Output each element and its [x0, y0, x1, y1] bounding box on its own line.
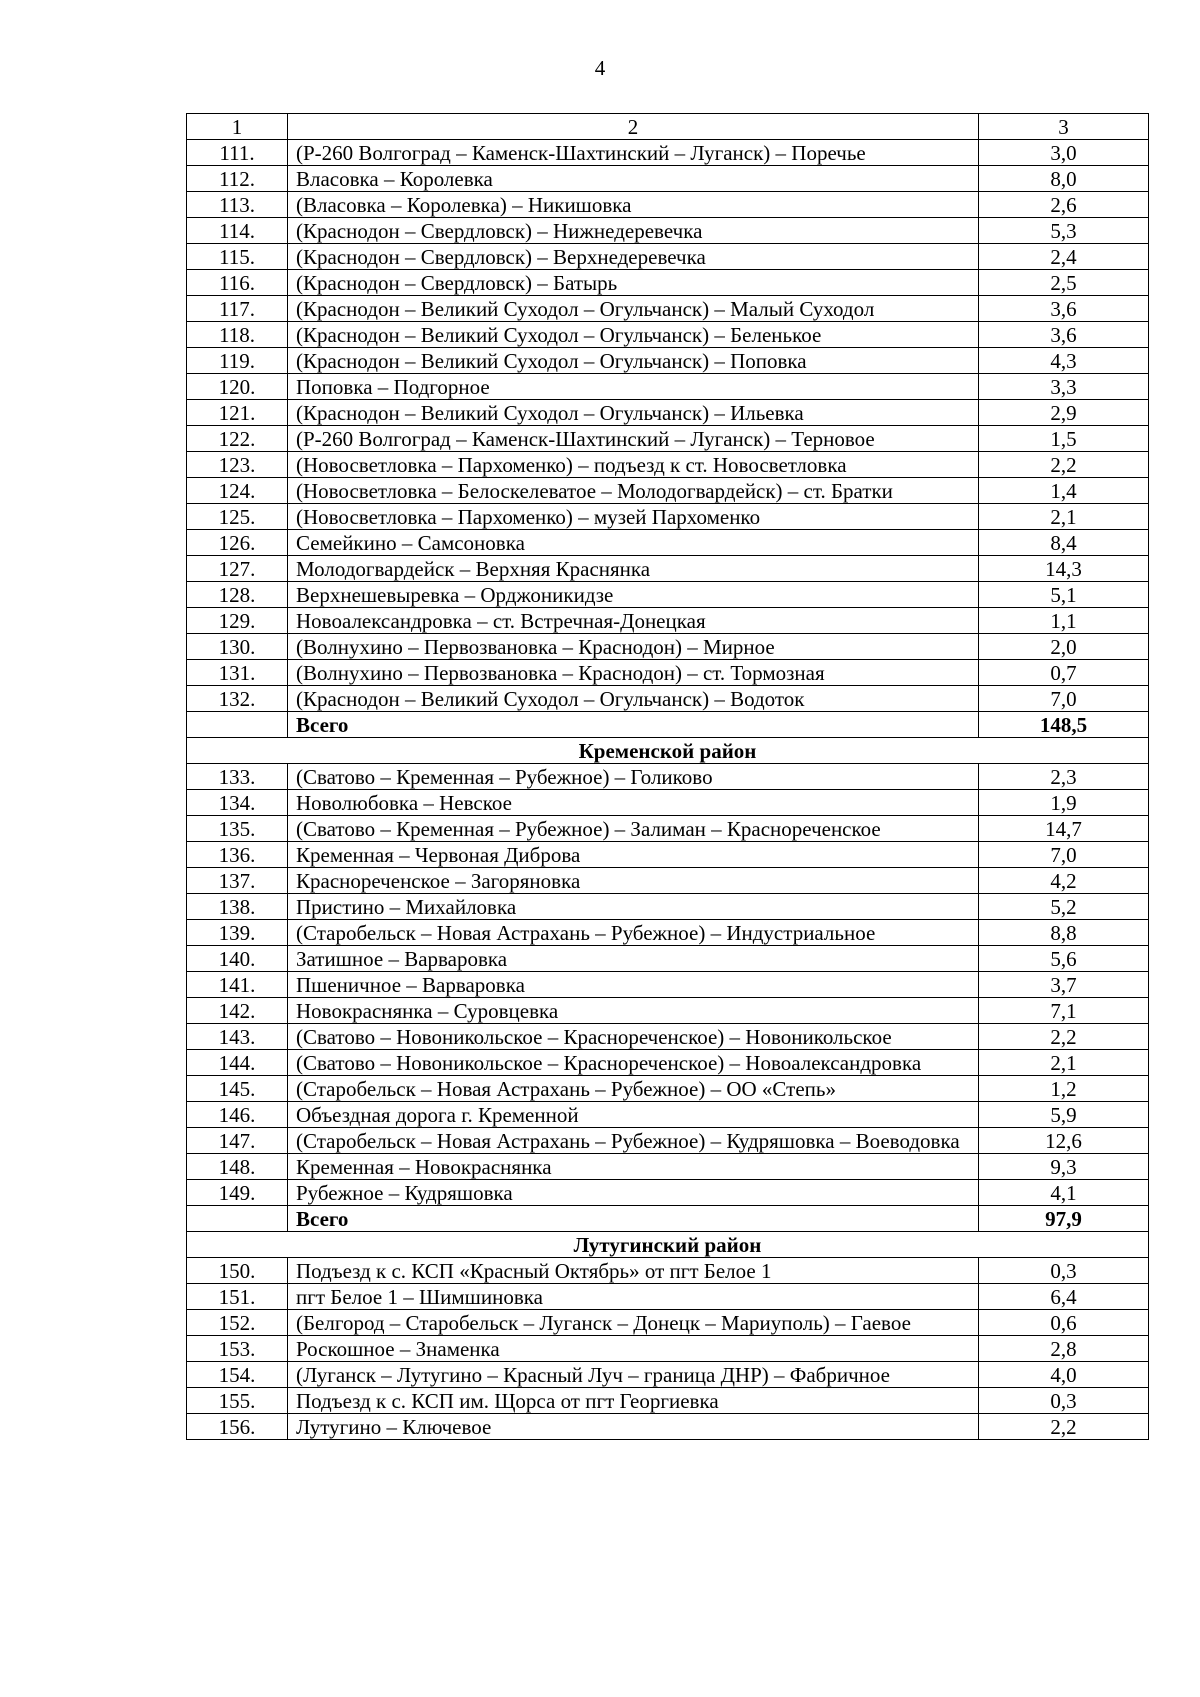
row-number: 117.: [187, 296, 288, 322]
table-row: [187, 1128, 1149, 1154]
road-name: Новокраснянка – Суровцевка: [288, 998, 979, 1024]
road-name: (Волнухино – Первозвановка – Краснодон) – Мирное: [288, 634, 979, 660]
road-name: (Сватово – Новоникольское – Краснореченское) – Новоалександровка: [288, 1050, 979, 1076]
road-length: 8,0: [979, 166, 1149, 192]
total-row: [187, 712, 1149, 738]
road-length: 3,3: [979, 374, 1149, 400]
road-name: (Р-260 Волгоград – Каменск-Шахтинский – Луганск) – Поречье: [288, 140, 979, 166]
road-length: 6,4: [979, 1284, 1149, 1310]
road-name: Кременная – Червоная Диброва: [288, 842, 979, 868]
road-length: 7,1: [979, 998, 1149, 1024]
row-number: 153.: [187, 1336, 288, 1362]
row-number: 149.: [187, 1180, 288, 1206]
table-row: [187, 140, 1149, 166]
table-row: [187, 244, 1149, 270]
road-length: 8,4: [979, 530, 1149, 556]
road-length: 8,8: [979, 920, 1149, 946]
table-row: [187, 1102, 1149, 1128]
road-name: (Новосветловка – Белоскелеватое – Молодогвардейск) – ст. Братки: [288, 478, 979, 504]
road-name: Рубежное – Кудряшовка: [288, 1180, 979, 1206]
table-row: [187, 998, 1149, 1024]
road-length: 5,6: [979, 946, 1149, 972]
row-number: 114.: [187, 218, 288, 244]
road-length: 2,9: [979, 400, 1149, 426]
road-name: (Краснодон – Свердловск) – Верхнедеревечка: [288, 244, 979, 270]
table-row: [187, 348, 1149, 374]
row-number: 145.: [187, 1076, 288, 1102]
row-number: 151.: [187, 1284, 288, 1310]
table-row: [187, 296, 1149, 322]
road-length: 1,1: [979, 608, 1149, 634]
roads-table: [186, 113, 1149, 1440]
road-name: (Краснодон – Великий Суходол – Огульчанск) – Ильевка: [288, 400, 979, 426]
table-row: [187, 608, 1149, 634]
row-number: 144.: [187, 1050, 288, 1076]
table-row: [187, 1154, 1149, 1180]
road-name: (Краснодон – Свердловск) – Батырь: [288, 270, 979, 296]
row-number: 140.: [187, 946, 288, 972]
road-length: 2,2: [979, 452, 1149, 478]
road-name: (Старобельск – Новая Астрахань – Рубежное) – Кудряшовка – Воеводовка: [288, 1128, 979, 1154]
column-header-number: 1: [187, 114, 288, 140]
road-name: Новоалександровка – ст. Встречная-Донецкая: [288, 608, 979, 634]
road-length: 5,3: [979, 218, 1149, 244]
road-name: Молодогвардейск – Верхняя Краснянка: [288, 556, 979, 582]
row-number: 137.: [187, 868, 288, 894]
road-length: 7,0: [979, 686, 1149, 712]
road-name: Семейкино – Самсоновка: [288, 530, 979, 556]
table-row: [187, 556, 1149, 582]
road-name: Кременная – Новокраснянка: [288, 1154, 979, 1180]
road-length: 1,2: [979, 1076, 1149, 1102]
road-name: (Сватово – Кременная – Рубежное) – Голиково: [288, 764, 979, 790]
page-number: 4: [594, 56, 606, 80]
row-number: 141.: [187, 972, 288, 998]
row-number: 148.: [187, 1154, 288, 1180]
total-value: 148,5: [979, 712, 1149, 738]
road-length: 4,0: [979, 1362, 1149, 1388]
table-row: [187, 1388, 1149, 1414]
row-number: 118.: [187, 322, 288, 348]
column-header-length: 3: [979, 114, 1149, 140]
road-length: 12,6: [979, 1128, 1149, 1154]
road-name: (Сватово – Новоникольское – Краснореченское) – Новоникольское: [288, 1024, 979, 1050]
table-row: [187, 1180, 1149, 1206]
district-section-row: [187, 738, 1149, 764]
road-name: (Волнухино – Первозвановка – Краснодон) – ст. Тормозная: [288, 660, 979, 686]
row-number: 122.: [187, 426, 288, 452]
table-row: [187, 1310, 1149, 1336]
row-number: 124.: [187, 478, 288, 504]
road-name: Объездная дорога г. Кременной: [288, 1102, 979, 1128]
table-row: [187, 1414, 1149, 1440]
total-label: Всего: [288, 712, 979, 738]
road-length: 4,2: [979, 868, 1149, 894]
table-row: [187, 270, 1149, 296]
row-number: 111.: [187, 140, 288, 166]
road-length: 1,5: [979, 426, 1149, 452]
road-name: Затишное – Варваровка: [288, 946, 979, 972]
row-number: 147.: [187, 1128, 288, 1154]
road-length: 5,9: [979, 1102, 1149, 1128]
row-number: 121.: [187, 400, 288, 426]
table-row: [187, 1362, 1149, 1388]
district-section-row: [187, 1232, 1149, 1258]
road-name: Подъезд к с. КСП «Красный Октябрь» от пгт Белое 1: [288, 1258, 979, 1284]
road-length: 0,7: [979, 660, 1149, 686]
road-length: 4,1: [979, 1180, 1149, 1206]
table-row: [187, 582, 1149, 608]
row-number: 131.: [187, 660, 288, 686]
road-name: (Старобельск – Новая Астрахань – Рубежное) – Индустриальное: [288, 920, 979, 946]
road-name: Власовка – Королевка: [288, 166, 979, 192]
road-name: (Краснодон – Великий Суходол – Огульчанск) – Малый Суходол: [288, 296, 979, 322]
road-name: (Старобельск – Новая Астрахань – Рубежное) – ОО «Степь»: [288, 1076, 979, 1102]
road-length: 2,1: [979, 1050, 1149, 1076]
row-number: 128.: [187, 582, 288, 608]
row-number: 138.: [187, 894, 288, 920]
column-header-road: 2: [288, 114, 979, 140]
total-label: Всего: [288, 1206, 979, 1232]
road-length: 14,3: [979, 556, 1149, 582]
table-row: [187, 166, 1149, 192]
table-row: [187, 920, 1149, 946]
row-number: 135.: [187, 816, 288, 842]
table-row: [187, 816, 1149, 842]
table-row: [187, 1076, 1149, 1102]
road-name: Новолюбовка – Невское: [288, 790, 979, 816]
road-name: пгт Белое 1 – Шимшиновка: [288, 1284, 979, 1310]
row-number: 116.: [187, 270, 288, 296]
road-length: 2,1: [979, 504, 1149, 530]
total-row: [187, 1206, 1149, 1232]
road-name: (Р-260 Волгоград – Каменск-Шахтинский – Луганск) – Терновое: [288, 426, 979, 452]
road-name: (Новосветловка – Пархоменко) – подъезд к ст. Новосветловка: [288, 452, 979, 478]
table-row: [187, 1024, 1149, 1050]
row-number: 127.: [187, 556, 288, 582]
table-row: [187, 686, 1149, 712]
table-row: [187, 400, 1149, 426]
table-row: [187, 192, 1149, 218]
table-row: [187, 530, 1149, 556]
row-number: 146.: [187, 1102, 288, 1128]
table-row: [187, 452, 1149, 478]
row-number: 120.: [187, 374, 288, 400]
road-name: (Белгород – Старобельск – Луганск – Донецк – Мариуполь) – Гаевое: [288, 1310, 979, 1336]
table-row: [187, 1284, 1149, 1310]
road-name: Пшеничное – Варваровка: [288, 972, 979, 998]
row-number: 150.: [187, 1258, 288, 1284]
road-name: (Краснодон – Великий Суходол – Огульчанск) – Беленькое: [288, 322, 979, 348]
table-row: [187, 374, 1149, 400]
road-name: (Власовка – Королевка) – Никишовка: [288, 192, 979, 218]
road-name: (Краснодон – Великий Суходол – Огульчанск) – Водоток: [288, 686, 979, 712]
road-length: 3,6: [979, 322, 1149, 348]
table-row: [187, 1258, 1149, 1284]
row-number: 139.: [187, 920, 288, 946]
row-number: 142.: [187, 998, 288, 1024]
road-length: 14,7: [979, 816, 1149, 842]
table-row: [187, 504, 1149, 530]
row-number: 132.: [187, 686, 288, 712]
table-row: [187, 426, 1149, 452]
road-length: 2,2: [979, 1414, 1149, 1440]
road-length: 2,5: [979, 270, 1149, 296]
road-length: 2,0: [979, 634, 1149, 660]
table-row: [187, 972, 1149, 998]
road-name: Роскошное – Знаменка: [288, 1336, 979, 1362]
road-length: 5,1: [979, 582, 1149, 608]
row-number: 143.: [187, 1024, 288, 1050]
road-name: (Новосветловка – Пархоменко) – музей Пархоменко: [288, 504, 979, 530]
road-length: 2,6: [979, 192, 1149, 218]
road-length: 2,8: [979, 1336, 1149, 1362]
road-length: 2,3: [979, 764, 1149, 790]
row-number: 154.: [187, 1362, 288, 1388]
row-number: 129.: [187, 608, 288, 634]
row-number: 134.: [187, 790, 288, 816]
table-row: [187, 946, 1149, 972]
road-length: 1,9: [979, 790, 1149, 816]
table-row: [187, 1050, 1149, 1076]
row-number: 156.: [187, 1414, 288, 1440]
table-row: [187, 790, 1149, 816]
table-row: [187, 868, 1149, 894]
row-number: 113.: [187, 192, 288, 218]
table-row: [187, 764, 1149, 790]
road-length: 1,4: [979, 478, 1149, 504]
road-length: 2,2: [979, 1024, 1149, 1050]
road-name: Краснореченское – Загоряновка: [288, 868, 979, 894]
row-number: 119.: [187, 348, 288, 374]
total-number-cell: [187, 1206, 288, 1232]
row-number: 115.: [187, 244, 288, 270]
table-row: [187, 842, 1149, 868]
road-name: Верхнешевыревка – Орджоникидзе: [288, 582, 979, 608]
road-name: Поповка – Подгорное: [288, 374, 979, 400]
road-name: (Краснодон – Великий Суходол – Огульчанск) – Поповка: [288, 348, 979, 374]
road-length: 3,0: [979, 140, 1149, 166]
road-length: 7,0: [979, 842, 1149, 868]
road-length: 3,7: [979, 972, 1149, 998]
row-number: 126.: [187, 530, 288, 556]
table-row: [187, 634, 1149, 660]
road-length: 3,6: [979, 296, 1149, 322]
row-number: 152.: [187, 1310, 288, 1336]
table-row: [187, 478, 1149, 504]
road-name: (Сватово – Кременная – Рубежное) – Залиман – Краснореченское: [288, 816, 979, 842]
table-row: [187, 218, 1149, 244]
roads-table-body: [187, 114, 1149, 1440]
row-number: 155.: [187, 1388, 288, 1414]
table-row: [187, 1336, 1149, 1362]
road-name: (Луганск – Лутугино – Красный Луч – граница ДНР) – Фабричное: [288, 1362, 979, 1388]
total-value: 97,9: [979, 1206, 1149, 1232]
row-number: 112.: [187, 166, 288, 192]
row-number: 136.: [187, 842, 288, 868]
road-length: 5,2: [979, 894, 1149, 920]
road-length: 2,4: [979, 244, 1149, 270]
road-name: (Краснодон – Свердловск) – Нижнедеревечка: [288, 218, 979, 244]
road-name: Лутугино – Ключевое: [288, 1414, 979, 1440]
row-number: 130.: [187, 634, 288, 660]
row-number: 125.: [187, 504, 288, 530]
table-row: [187, 894, 1149, 920]
total-number-cell: [187, 712, 288, 738]
row-number: 123.: [187, 452, 288, 478]
table-header-row: [187, 114, 1149, 140]
road-length: 0,3: [979, 1388, 1149, 1414]
road-length: 9,3: [979, 1154, 1149, 1180]
road-length: 4,3: [979, 348, 1149, 374]
district-title: Кременской район: [187, 738, 1149, 764]
road-name: Подъезд к с. КСП им. Щорса от пгт Георгиевка: [288, 1388, 979, 1414]
table-row: [187, 660, 1149, 686]
row-number: 133.: [187, 764, 288, 790]
road-name: Пристино – Михайловка: [288, 894, 979, 920]
road-length: 0,6: [979, 1310, 1149, 1336]
road-length: 0,3: [979, 1258, 1149, 1284]
table-row: [187, 322, 1149, 348]
district-title: Лутугинский район: [187, 1232, 1149, 1258]
